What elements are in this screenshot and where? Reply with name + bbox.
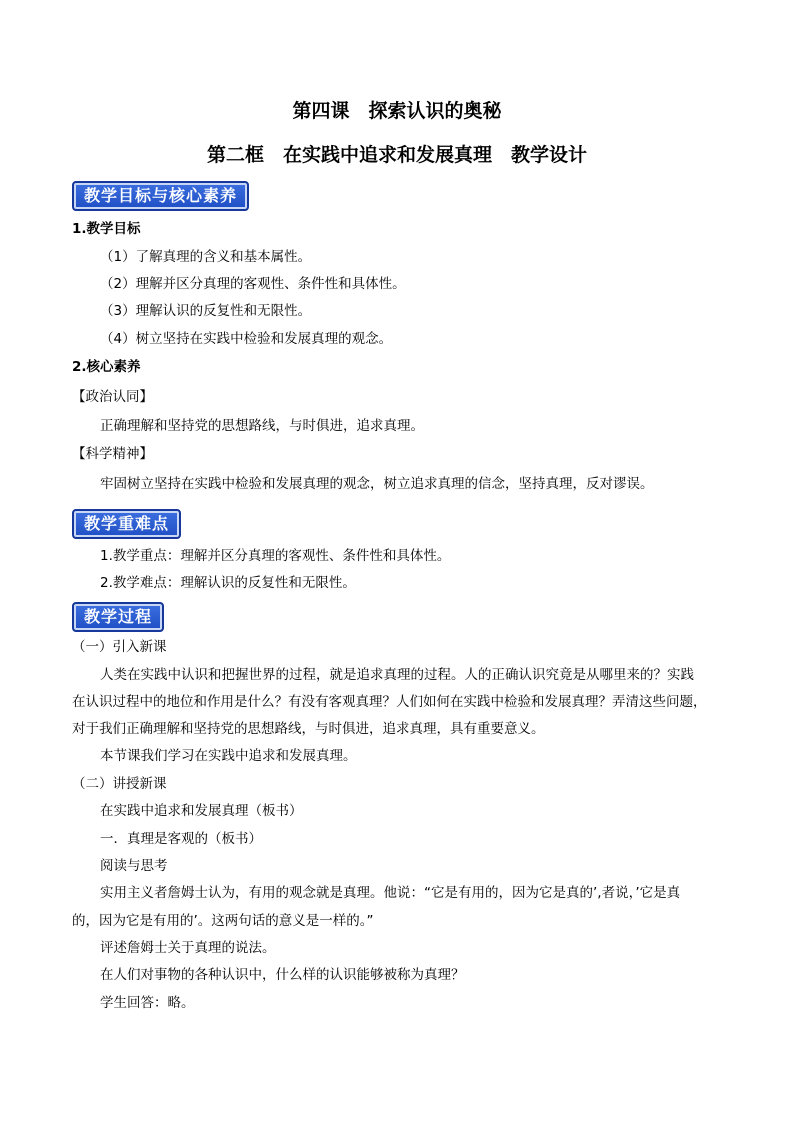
- section-badge-goals: 教学目标与核心素养: [72, 181, 249, 211]
- quote-line-1: 实用主义者詹姆士认为，有用的观念就是真理。他说：“它是有用的，因为它是真的’,者说，’它是真: [100, 885, 681, 901]
- section-badge-process: 教学过程: [72, 602, 164, 632]
- section-badge-key-points: 教学重难点: [72, 509, 181, 539]
- question-2: 在人们对事物的各种认识中，什么样的认识能够被称为真理？: [100, 967, 465, 983]
- quote-line-2: 的，因为它是有用的’。这两句话的意义是一样的。”: [72, 913, 374, 929]
- science-text: 牢固树立坚持在实践中检验和发展真理的观念，树立追求真理的信念，坚持真理，反对谬误。: [100, 476, 654, 492]
- intro-last: 本节课我们学习在实践中追求和发展真理。: [100, 748, 357, 764]
- politics-text: 正确理解和坚持党的思想路线，与时俱进，追求真理。: [100, 418, 424, 434]
- goal-item-2: （2）理解并区分真理的客观性、条件性和具体性。: [100, 276, 406, 292]
- lesson-title: 第四课 探索认识的奥秘: [292, 100, 502, 122]
- intro-line-2: 在认识过程中的地位和作用是什么？有没有客观真理？人们如何在实践中检验和发展真理？弄清这些问题，: [72, 694, 707, 710]
- board-title: 在实践中追求和发展真理（板书）: [100, 803, 303, 819]
- literacy-heading: 2.核心素养: [72, 359, 141, 375]
- key-point: 1.教学重点：理解并区分真理的客观性、条件性和具体性。: [100, 548, 451, 564]
- teach-heading: （二）讲授新课: [72, 776, 167, 792]
- frame-title: 第二框 在实践中追求和发展真理 教学设计: [206, 144, 587, 166]
- reading-label: 阅读与思考: [100, 858, 168, 874]
- goal-item-3: （3）理解认识的反复性和无限性。: [100, 303, 312, 319]
- board-point: 一．真理是客观的（板书）: [100, 831, 262, 847]
- intro-line-1: 人类在实践中认识和把握世界的过程，就是追求真理的过程。人的正确认识究竟是从哪里来的？实践: [100, 667, 694, 683]
- politics-label: 【政治认同】: [72, 389, 153, 405]
- goal-item-4: （4）树立坚持在实践中检验和发展真理的观念。: [100, 331, 393, 347]
- goal-item-1: （1）了解真理的含义和基本属性。: [100, 249, 312, 265]
- student-answer: 学生回答：略。: [100, 995, 195, 1011]
- difficult-point: 2.教学难点：理解认识的反复性和无限性。: [100, 575, 356, 591]
- intro-heading: （一）引入新课: [72, 639, 167, 655]
- question-1: 评述詹姆士关于真理的说法。: [100, 940, 276, 956]
- goals-heading: 1.教学目标: [72, 221, 141, 237]
- science-label: 【科学精神】: [72, 446, 153, 462]
- intro-line-3: 对于我们正确理解和坚持党的思想路线，与时俱进，追求真理，具有重要意义。: [72, 721, 545, 737]
